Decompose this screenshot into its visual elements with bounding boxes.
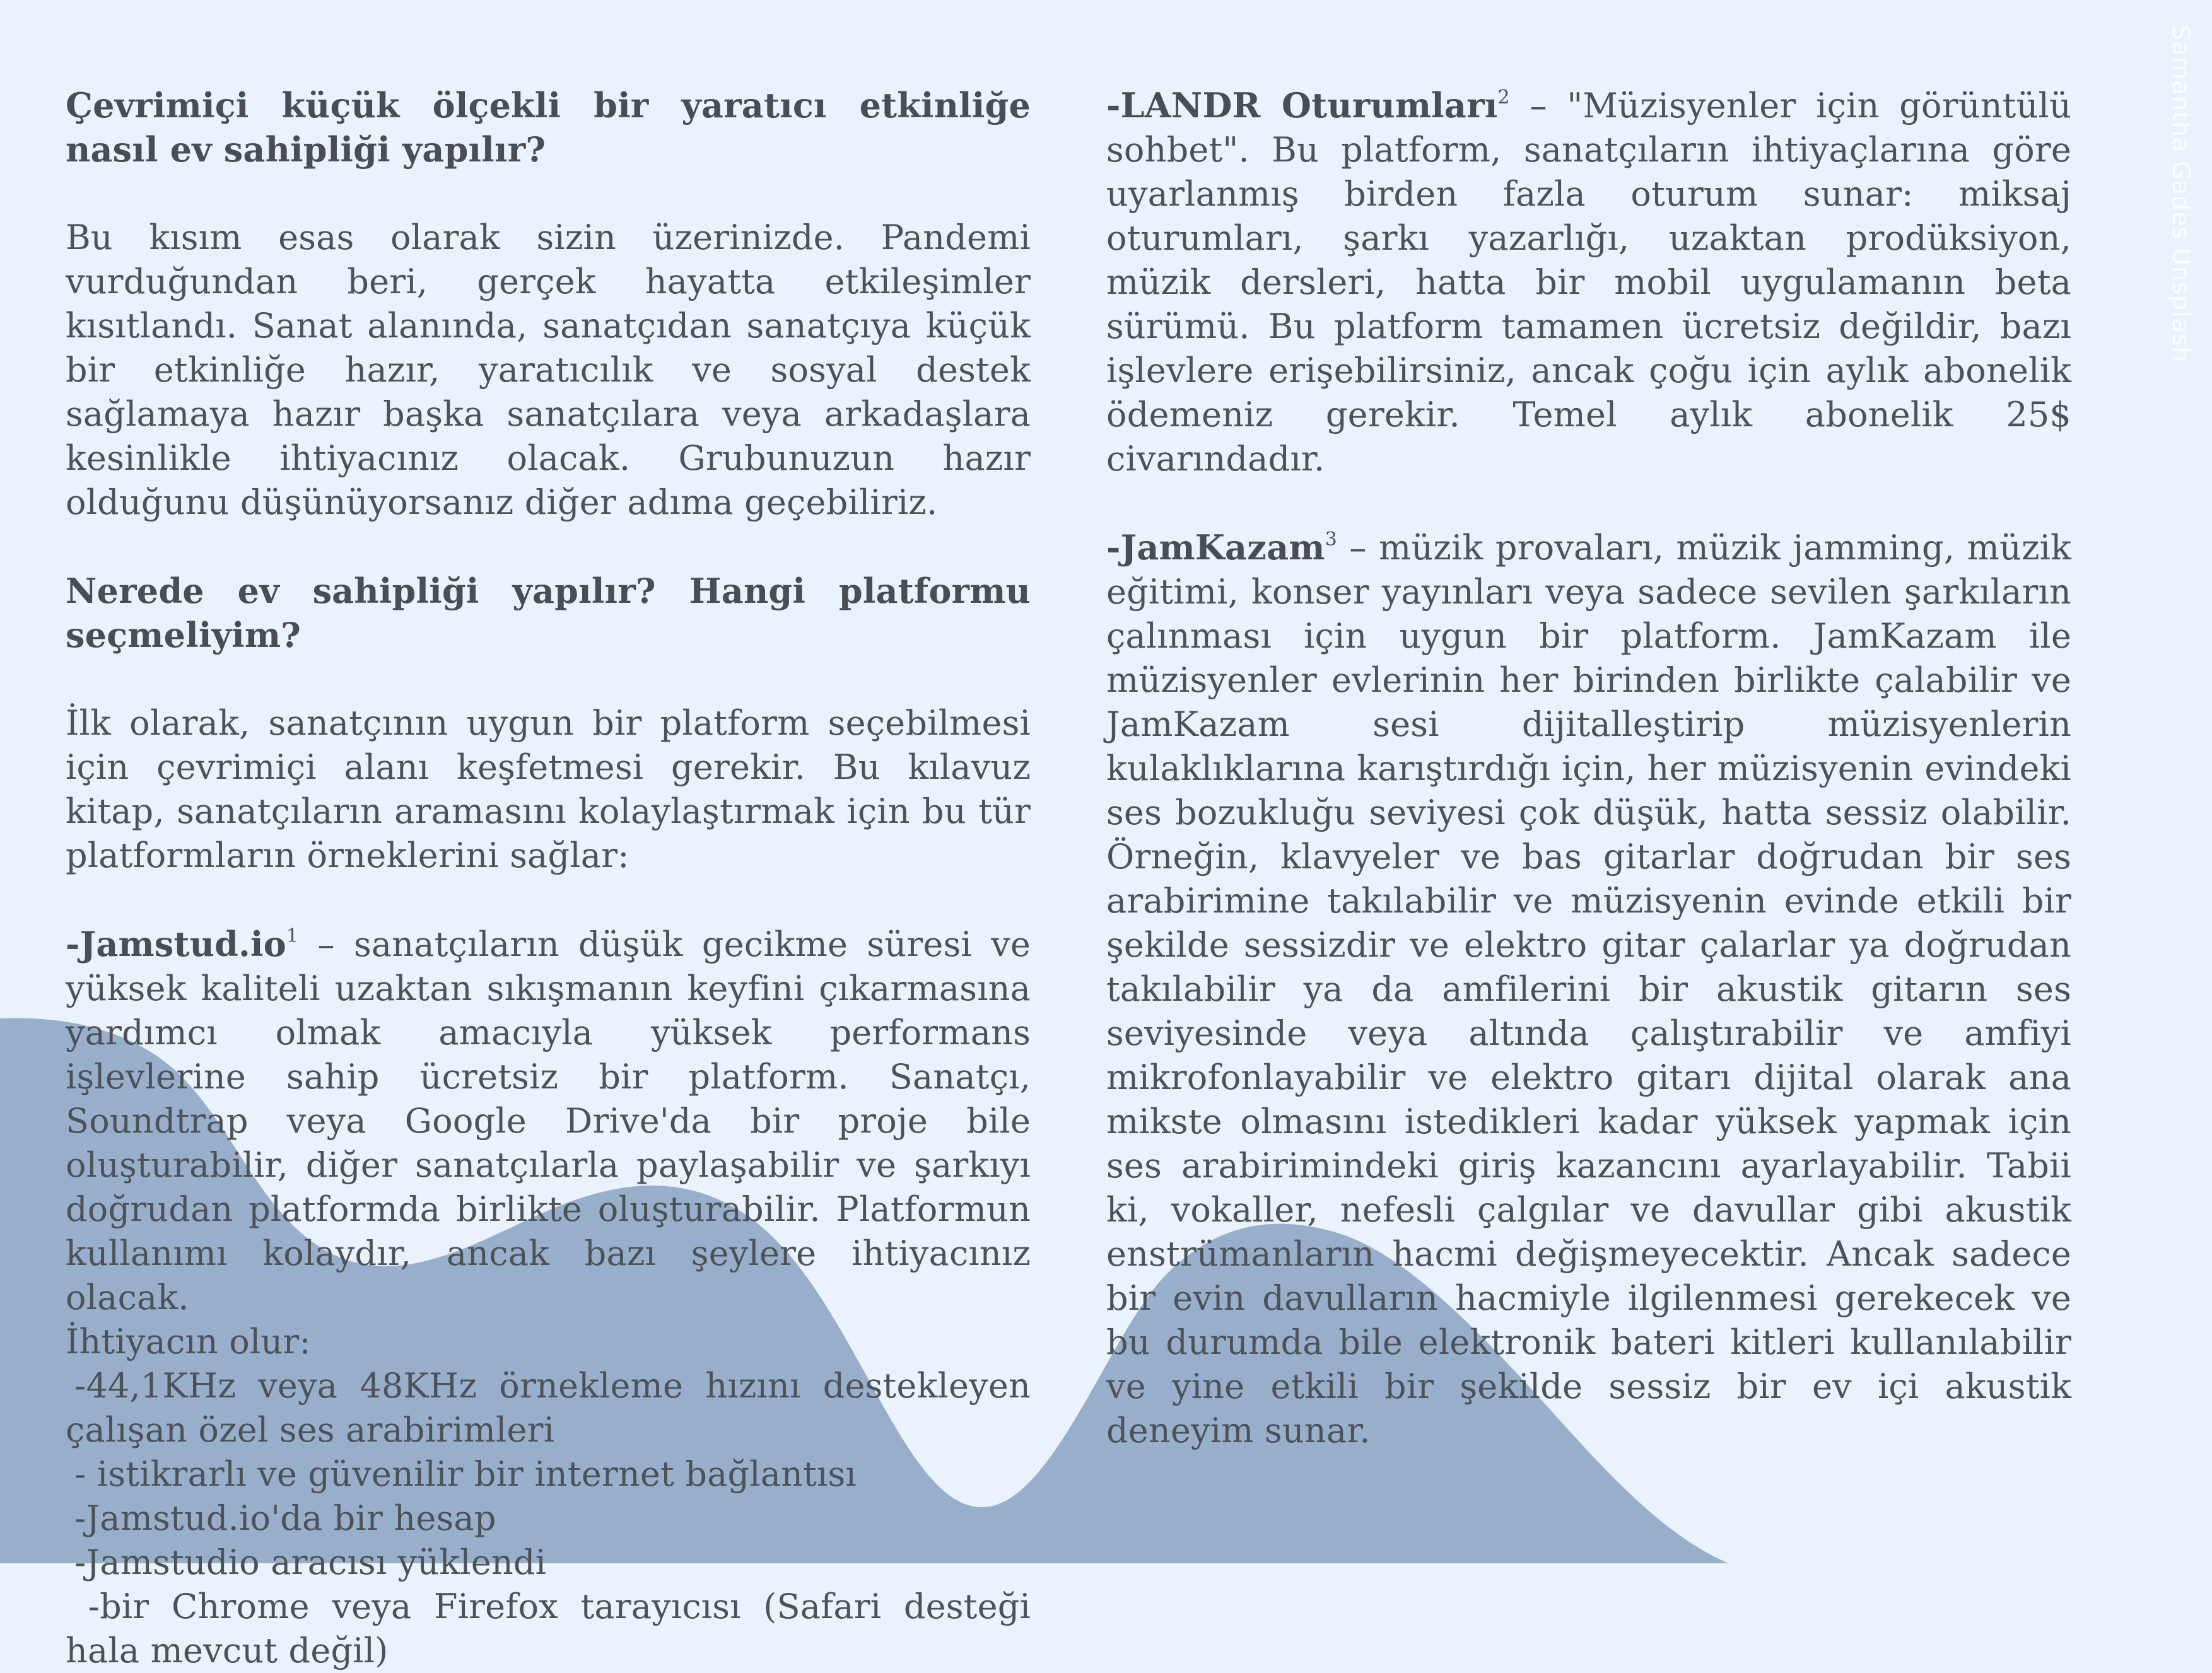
right-column bbox=[1106, 83, 2071, 1453]
landr-text: – "Müzisyenler için görüntülü sohbet". Bu platform, sanatçıların ihtiyaçlarına göre uyarlanmış birden fazla oturum sunar: miksaj oturumları, şarkı yazarlığı, uzaktan prodüksiyon, müzik dersleri, hatta bir mobil uygulamanın beta sürümü. Bu platform tamamen ücretsiz değildir, bazı işlevlere erişebilirsiniz, ancak çoğu için aylık abonelik ödemeniz gerekir. Temel aylık abonelik 25$ civarındadır. bbox=[1106, 86, 2072, 479]
heading-platform: Nerede ev sahipliği yapılır? Hangi platformu seçmeliyim? bbox=[66, 571, 1031, 655]
footnote-2: 2 bbox=[1497, 86, 1510, 108]
jamkazam-term: -JamKazam bbox=[1106, 527, 1325, 568]
needs-item: -bir Chrome veya Firefox tarayıcısı (Safari desteği hala mevcut değil) bbox=[66, 1587, 1042, 1670]
needs-item: -Jamstudio aracısı yüklendi bbox=[74, 1542, 547, 1582]
left-column bbox=[66, 83, 1042, 1673]
heading-hosting: Çevrimiçi küçük ölçekli bir yaratıcı etkinliğe nasıl ev sahipliği yapılır? bbox=[66, 85, 1031, 170]
spacer bbox=[66, 525, 1031, 569]
photo-credit: Samantha Gades Unsplash bbox=[2167, 25, 2195, 363]
spacer bbox=[1106, 481, 2071, 525]
jamstudio-term: -Jamstud.io bbox=[66, 924, 286, 964]
jamkazam-text: – müzik provaları, müzik jamming, müzik eğitimi, konser yayınları veya sadece sevilen şarkıların çalınması için uygun bir platform. JamKazam ile müzisyenler evlerinin her birinden birlikte çalabilir ve JamKazam sesi dijitalleştirip müzisyenlerin kulaklıklarına karıştırdığı için, her müzisyenin evindeki ses bozukluğu seviyesi çok düşük, hatta sessiz olabilir. Örneğin, klavyeler ve bas gitarlar doğrudan bir ses arabirimine takılabilir ve müzisyenin evinde etkili bir şekilde sessizdir ve elektro gitar çalarlar ya doğrudan takılabilir ya da amfilerini bir akustik gitarın ses seviyesinde veya altında çalıştırabilir ve amfiyi mikrofonlayabilir ve elektro gitarı dijital olarak ana mikste olmasını istedikleri kadar yüksek yapmak için ses arabirimindeki giriş kazancını ayarlayabilir. Tabii ki, vokaller, nefesli çalgılar ve davullar gibi akustik enstrümanların hacmi değişmeyecektir. Ancak sadece bir evin davulların hacmiyle ilgilenmesi gerekecek ve bu durumda bile elektronik bateri kitleri kullanılabilir ve yine etkili bir şekilde sessiz bir ev içi akustik deneyim sunar. bbox=[1106, 528, 2071, 1450]
needs-item: -44,1KHz veya 48KHz örnekleme hızını destekleyen çalışan özel ses arabirimleri bbox=[66, 1366, 1031, 1450]
landr-paragraph bbox=[1106, 83, 2071, 481]
jamstudio-text: – sanatçıların düşük gecikme süresi ve yüksek kaliteli uzaktan sıkışmanın keyfini çıkarmasına yardımcı olmak amacıyla yüksek performans işlevlerine sahip ücretsiz bir platform. Sanatçı, Soundtrap veya Google Drive'da bir proje bile oluşturabilir, diğer sanatçılarla paylaşabilir ve şarkıyı doğrudan platformda birlikte oluşturabilir. Platformun kullanımı kolaydır, ancak bazı şeylere ihtiyacınız olacak. bbox=[66, 924, 1031, 1317]
jamkazam-paragraph bbox=[1106, 525, 2071, 1453]
needs-item: -Jamstud.io'da bir hesap bbox=[74, 1498, 496, 1538]
needs-item: - istikrarlı ve güvenilir bir internet bağlantısı bbox=[74, 1454, 857, 1494]
platform-paragraph: İlk olarak, sanatçının uygun bir platform seçebilmesi için çevrimiçi alanı keşfetmesi gerekir. Bu kılavuz kitap, sanatçıların aramasını kolaylaştırmak için bu tür platformların örneklerini sağlar: bbox=[66, 703, 1031, 875]
jamstudio-paragraph bbox=[66, 922, 1031, 1320]
spacer bbox=[66, 878, 1031, 922]
spacer bbox=[66, 172, 1031, 216]
needs-label: İhtiyacın olur: bbox=[66, 1322, 311, 1361]
footnote-3: 3 bbox=[1325, 528, 1337, 551]
spacer bbox=[66, 657, 1031, 701]
landr-term: -LANDR Oturumları bbox=[1106, 85, 1498, 125]
intro-paragraph: Bu kısım esas olarak sizin üzerinizde. Pandemi vurduğundan beri, gerçek hayatta etkileşimler kısıtlandı. Sanat alanında, sanatçıdan sanatçıya küçük bir etkinliğe hazır, yaratıcılık ve sosyal destek sağlamaya hazır başka sanatçılara veya arkadaşlara kesinlikle ihtiyacınız olacak. Grubunuzun hazır olduğunu düşünüyorsanız diğer adıma geçebiliriz. bbox=[66, 218, 1031, 522]
footnote-1: 1 bbox=[286, 925, 299, 947]
